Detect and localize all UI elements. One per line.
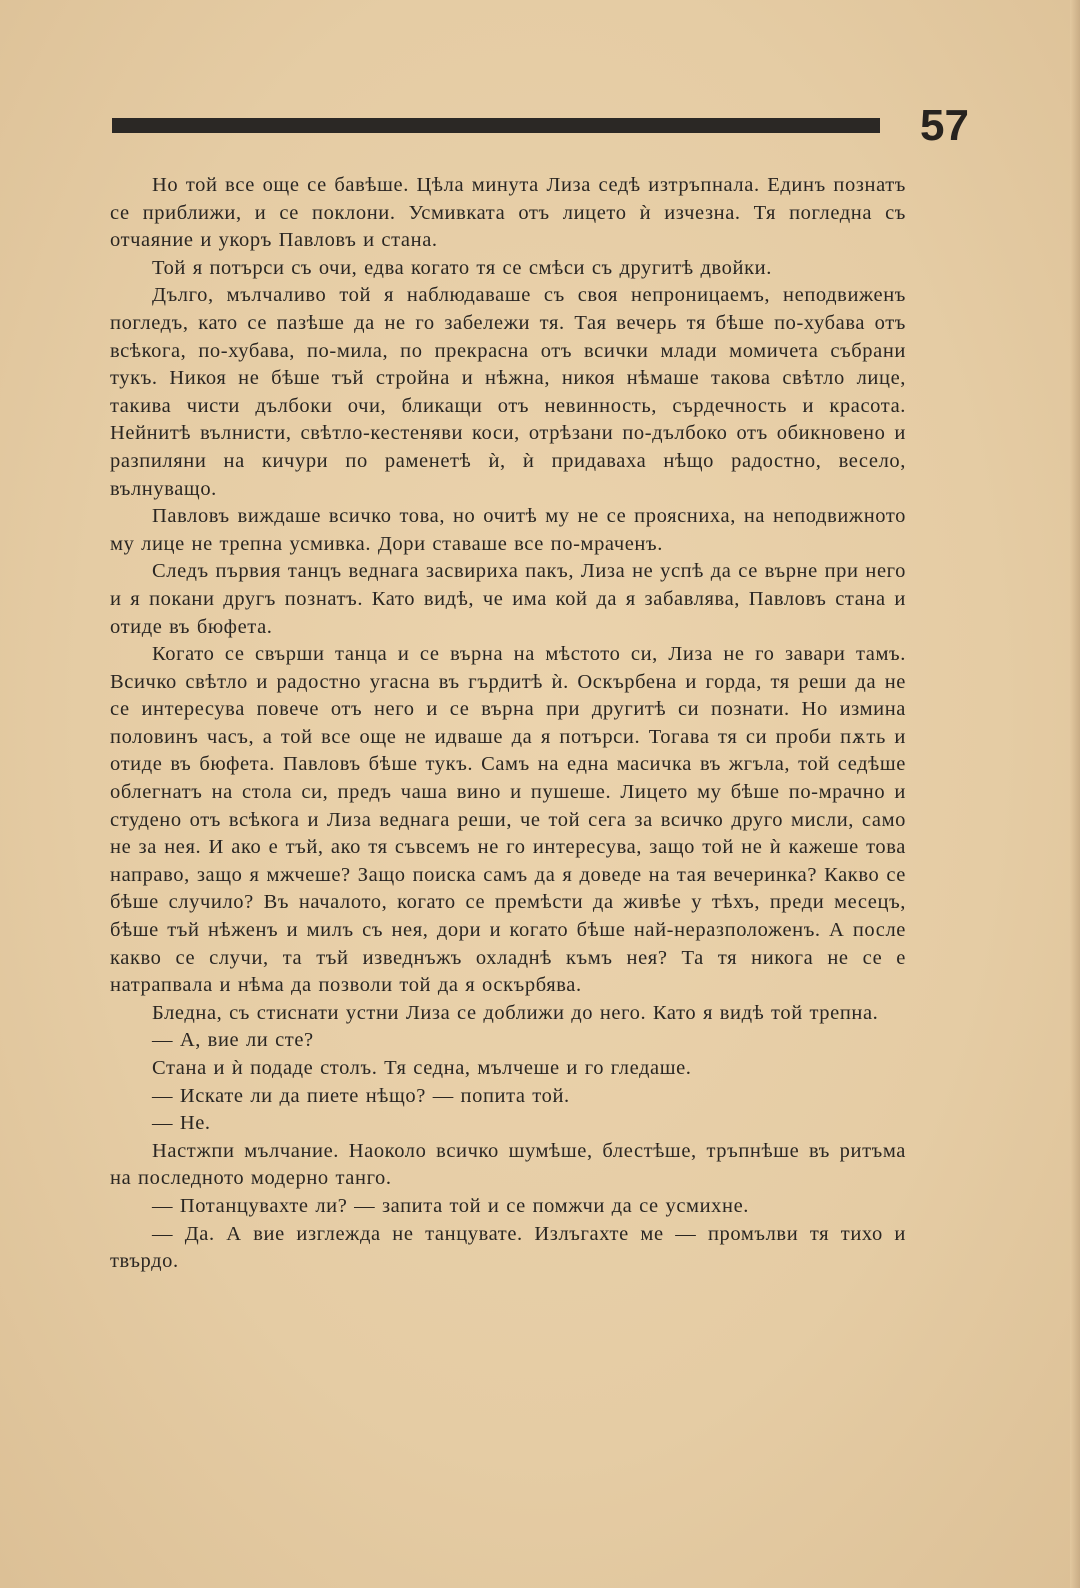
page-header: [112, 101, 982, 150]
paragraph: Но той все още се бавѣше. Цѣла минута Лиза седѣ изтръпнала. Единъ познатъ се приближи, и се поклони. Усмивката отъ лицето ѝ изчезна. Тя погледна съ отчаяние и укоръ Павловъ и стана.: [110, 174, 906, 252]
page-number: 57: [920, 101, 969, 150]
paragraph: Стана и ѝ подаде столъ. Тя седна, мълчеше и го гледаше.: [152, 1057, 692, 1079]
dialogue-line: — Да. А вие изглежда не танцувате. Излъгахте ме — промълви тя тихо и твърдо.: [110, 1222, 906, 1273]
body-text: [110, 172, 906, 1276]
dialogue-line: — Потанцувахте ли? — запита той и се помжчи да се усмихне.: [152, 1194, 750, 1217]
header-rule: [112, 118, 880, 133]
dialogue-line: — Искате ли да пиете нѣщо? — попита той.: [152, 1084, 570, 1107]
paragraph: Дълго, мълчаливо той я наблюдаваше съ своя непроницаемъ, неподвиженъ погледъ, като се пазѣше да не го забележи тя. Тая вечерь тя бѣше по-хубава отъ всѣкога, по-хубава, по-мила, по прекрасна отъ всички млади момичета събрани тукъ. Никоя не бѣше тъй стройна и нѣжна, никоя нѣмаше такова свѣтло лице, такива чисти дълбоки очи, бликащи отъ невинность, сърдечность и красота. Нейнитѣ вълнисти, свѣтло-кестеняви коси, отрѣзани по-дълбоко отъ обикновено и разпиляни на кичури по раменетѣ ѝ, ѝ придаваха нѣщо радостно, весело, вълнуващо.: [110, 284, 906, 500]
page-edge-shadow: [1070, 0, 1080, 1588]
dialogue-line: — А, вие ли сте?: [152, 1029, 314, 1052]
paragraph: Когато се свърши танца и се върна на мѣстото си, Лиза не го завари тамъ. Всичко свѣтло и радостно угасна въ гърдитѣ ѝ. Оскърбена и горда, тя реши да не се интересува повече отъ него и се върна при другитѣ си познати. Но измина половинъ часъ, а той все още не идваше да я потърси. Тогава тя си проби пѫть и отиде въ бюфета. Павловъ бѣше тукъ. Самъ на една масичка въ жгъла, той седѣше облегнатъ на стола си, предъ чаша вино и пушеше. Лицето му бѣше по-мрачно и студено отъ всѣкога и Лиза веднага реши, че той сега за всичко друго мисли, само не за нея. И ако е тъй, ако тя съвсемъ не го интересува, защо той не ѝ кажеше това направо, защо я мжчеше? Защо поиска самъ да я доведе на тая вечеринка? Какво се бѣше случило? Въ началото, когато се премѣсти да живѣе у тѣхъ, преди месецъ, бѣше тъй нѣженъ и милъ съ нея, дори и когато бѣше най-неразположенъ. А после какво се случи, та тъй изведнъжъ охладнѣ къмъ нея? Та тя никога не се е натрапвала и нѣма да позволи той да я оскърбява.: [110, 643, 906, 997]
dialogue-line: — Не.: [152, 1112, 211, 1135]
paragraph: Павловъ виждаше всичко това, но очитѣ му не се проясниха, на неподвижното му лице не трепна усмивка. Дори ставаше все по-мраченъ.: [110, 505, 906, 555]
paragraph: Следъ първия танцъ веднага засвириха пакъ, Лиза не успѣ да се върне при него и я покани другъ познатъ. Като видѣ, че има кой да я забавлява, Павловъ стана и отиде въ бюфета.: [110, 560, 906, 638]
paragraph: Той я потърси съ очи, едва когато тя се смѣси съ другитѣ двойки.: [152, 256, 772, 279]
paragraph: Бледна, съ стиснати устни Лиза се доближи до него. Като я видѣ той трепна.: [152, 1001, 879, 1024]
paragraph: Настжпи мълчание. Наоколо всичко шумѣше, блестѣше, тръпнѣше въ ритъма на последното модерно танго.: [110, 1139, 906, 1190]
